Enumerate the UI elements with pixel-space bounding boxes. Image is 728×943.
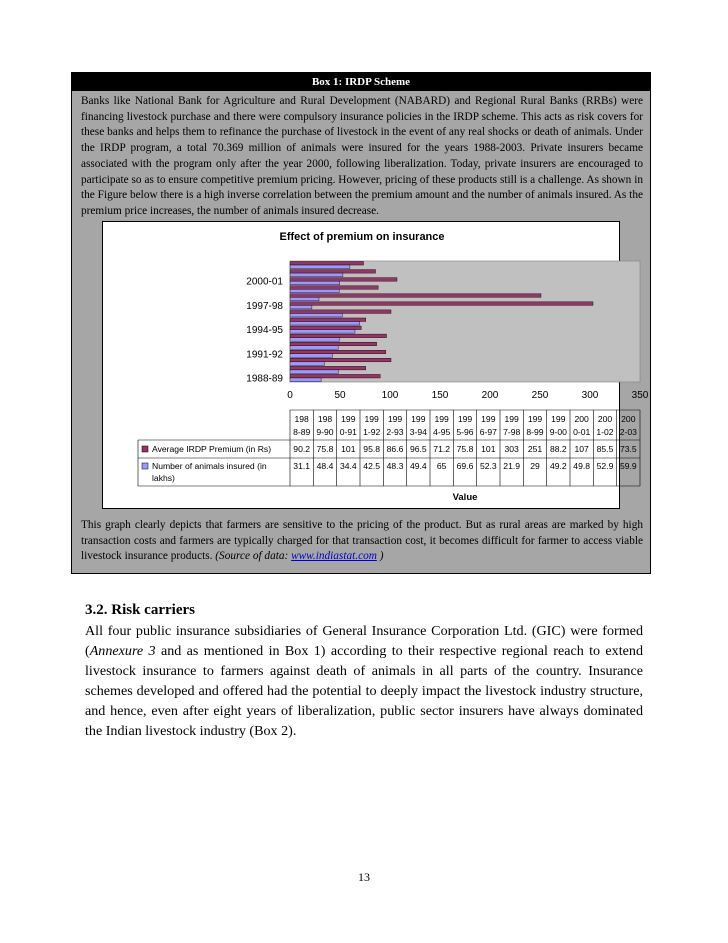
section-heading: 3.2. Risk carriers: [85, 602, 195, 618]
animals-value-cell: 52.9: [596, 461, 614, 471]
value-axis-tick-label: 300: [581, 390, 599, 401]
conclusion-text: This graph clearly depicts that farmers are sensitive to the pricing of the product. But as rural areas are marked by high transaction costs and farmers are typically charged for that transaction cost, it becomes difficult for farmer to access viable livestock insurance products.: [81, 519, 643, 563]
premium-bar: [290, 262, 364, 266]
table-header-year: 198: [317, 414, 333, 424]
table-header-year: 198: [294, 414, 309, 424]
premium-bar: [290, 294, 541, 298]
box-paragraph-conclusion: [81, 518, 643, 565]
irdp-scheme-box: [71, 72, 651, 574]
value-axis-tick-label: 200: [481, 390, 499, 401]
animals-insured-bar: [290, 313, 342, 317]
premium-bar: [290, 358, 391, 362]
table-header-year: 199: [434, 414, 449, 424]
animals-value-cell: 69.6: [456, 461, 474, 471]
animals-insured-bar: [290, 378, 321, 382]
source-suffix: ): [376, 550, 384, 563]
value-axis-tick-label: 50: [334, 390, 346, 401]
animals-legend-swatch: [142, 463, 148, 469]
premium-bar: [290, 318, 366, 322]
animals-value-cell: 59.9: [619, 461, 637, 471]
animals-value-cell: 42.5: [363, 461, 381, 471]
value-axis-tick-label: 250: [531, 390, 549, 401]
premium-value-cell: 96.5: [409, 444, 427, 454]
animals-value-cell: 65: [436, 461, 447, 471]
premium-bar: [290, 366, 366, 370]
table-header-year: 200: [621, 414, 636, 424]
premium-bar: [290, 334, 387, 338]
premium-value-cell: 75.8: [456, 444, 474, 454]
animals-value-cell: 34.4: [339, 461, 357, 471]
animals-value-cell: 48.3: [386, 461, 404, 471]
animals-value-cell: 31.1: [293, 461, 311, 471]
table-header-year: 7-98: [503, 427, 521, 437]
table-header-year: 9-00: [549, 427, 567, 437]
premium-value-cell: 86.6: [386, 444, 404, 454]
table-header-year: 200: [597, 414, 613, 424]
animals-value-cell: 29: [530, 461, 540, 471]
category-axis-label: 1991-92: [246, 349, 283, 361]
table-header-year: 199: [387, 414, 403, 424]
table-header-year: 2-93: [386, 427, 404, 437]
animals-insured-bar: [290, 362, 324, 366]
premium-value-cell: 90.2: [293, 444, 311, 454]
category-axis-label: 1988-89: [246, 373, 283, 385]
value-axis-tick-label: 150: [431, 390, 449, 401]
premium-value-cell: 73.5: [619, 444, 637, 454]
premium-bar: [290, 374, 380, 378]
table-header-year: 199: [551, 414, 566, 424]
premium-value-cell: 101: [481, 444, 496, 454]
value-axis-title: Value: [452, 492, 478, 503]
animals-legend-label: lakhs): [152, 473, 175, 483]
table-header-year: 6-97: [479, 427, 497, 437]
premium-value-cell: 107: [574, 444, 589, 454]
premium-bar: [290, 342, 377, 346]
animals-insured-bar: [290, 305, 312, 309]
table-header-year: 0-91: [339, 427, 357, 437]
table-header-year: 199: [364, 414, 379, 424]
premium-bar: [290, 270, 376, 274]
premium-value-cell: 95.8: [363, 444, 381, 454]
value-axis-tick-label: 350: [631, 390, 649, 401]
animals-value-cell: 21.9: [503, 461, 521, 471]
animals-value-cell: 52.3: [479, 461, 497, 471]
animals-insured-bar: [290, 289, 339, 293]
animals-insured-bar: [290, 338, 339, 342]
value-axis-tick-label: 100: [381, 390, 399, 401]
category-axis-label: 1997-98: [246, 300, 283, 312]
premium-value-cell: 85.5: [596, 444, 614, 454]
table-header-year: 5-96: [456, 427, 474, 437]
table-header-year: 199: [481, 414, 496, 424]
animals-insured-bar: [290, 370, 338, 374]
premium-value-cell: 75.8: [316, 444, 334, 454]
table-header-year: 199: [504, 414, 519, 424]
section-body-rest: and as mentioned in Box 1) according to their respective regional reach to extend livestock insurance to farmers against death of animals in all parts of the country. Insurance schemes developed and offered had the potential to deeply impact the livestock industry structure, and hence, even after eight years of liberalization, public sector insurers have always dominated the Indian livestock industry (Box 2).: [85, 643, 643, 739]
animals-insured-bar: [290, 330, 355, 334]
table-header-year: 8-99: [526, 427, 544, 437]
table-header-year: 199: [457, 414, 473, 424]
animals-insured-bar: [290, 273, 343, 277]
table-header-year: 1-92: [363, 427, 381, 437]
animals-insured-bar: [290, 346, 338, 350]
premium-bar: [290, 278, 397, 282]
premium-bar: [290, 286, 378, 290]
premium-value-cell: 101: [341, 444, 356, 454]
section-body: [85, 621, 643, 741]
table-header-year: 4-95: [433, 427, 451, 437]
section-body-start: All four public insurance subsidiaries of General Insurance Corporation Ltd. (GIC) were formed (: [85, 623, 643, 659]
animals-insured-bar: [290, 265, 350, 269]
category-axis-label: 2000-01: [246, 276, 283, 288]
premium-chart-svg: [103, 222, 649, 510]
premium-bar: [290, 302, 593, 306]
table-header-year: 199: [341, 414, 356, 424]
premium-bar: [290, 326, 361, 330]
table-header-year: 2-03: [619, 427, 637, 437]
premium-bar: [290, 350, 386, 354]
premium-chart: [102, 221, 649, 509]
premium-value-cell: 71.2: [433, 444, 451, 454]
table-header-year: 199: [527, 414, 543, 424]
animals-insured-bar: [290, 297, 319, 301]
animals-insured-bar: [290, 354, 333, 358]
table-header-year: 1-02: [596, 427, 614, 437]
category-axis-label: 1994-95: [246, 325, 283, 337]
value-axis-tick-label: 0: [287, 390, 293, 401]
box-paragraph-intro: Banks like National Bank for Agriculture and Rural Development (NABARD) and Regional Rural Banks (RRBs) were financing livestock purchase and there were compulsory insurance policies in the IRDP scheme. This acts as risk covers for these banks and helps them to refinance the purchase of livestock in the event of any real shocks or death of animals. Under the IRDP program, a total 70.369 million of animals were insured for the years 1988-2003. Private insurers became associated with the program only after the year 2000, following liberalization. Today, private insurers are encouraged to participate so as to ensure competitive premium pricing. However, pricing of these products still is a challenge. As shown in the Figure below there is a high inverse correlation between the premium amount and the number of animals insured. As the premium price increases, the number of animals insured decrease.: [81, 95, 643, 217]
table-header-year: 3-94: [409, 427, 427, 437]
premium-value-cell: 251: [527, 444, 543, 454]
premium-value-cell: 303: [504, 444, 519, 454]
premium-legend-label: Average IRDP Premium (in Rs): [152, 444, 272, 454]
table-header-year: 0-01: [573, 427, 591, 437]
animals-value-cell: 49.8: [573, 461, 591, 471]
chart-title: Effect of premium on insurance: [279, 231, 445, 243]
table-header-year: 199: [411, 414, 426, 424]
animals-value-cell: 49.4: [409, 461, 427, 471]
animals-insured-bar: [290, 281, 340, 285]
animals-value-cell: 49.2: [549, 461, 567, 471]
table-header-year: 9-90: [316, 427, 334, 437]
animals-value-cell: 48.4: [316, 461, 334, 471]
source-link[interactable]: www.indiastat.com: [291, 550, 377, 563]
premium-bar: [290, 310, 391, 314]
animals-legend-label: Number of animals insured (in: [152, 461, 267, 471]
animals-insured-bar: [290, 322, 360, 326]
annexure-reference: Annexure 3: [89, 643, 156, 659]
page-number: 13: [358, 870, 370, 884]
table-header-year: 8-89: [293, 427, 311, 437]
table-header-year: 200: [574, 414, 589, 424]
box-title: Box 1: IRDP Scheme: [72, 73, 650, 91]
premium-value-cell: 88.2: [549, 444, 567, 454]
source-prefix: (Source of data:: [215, 550, 292, 563]
premium-legend-swatch: [142, 446, 148, 452]
